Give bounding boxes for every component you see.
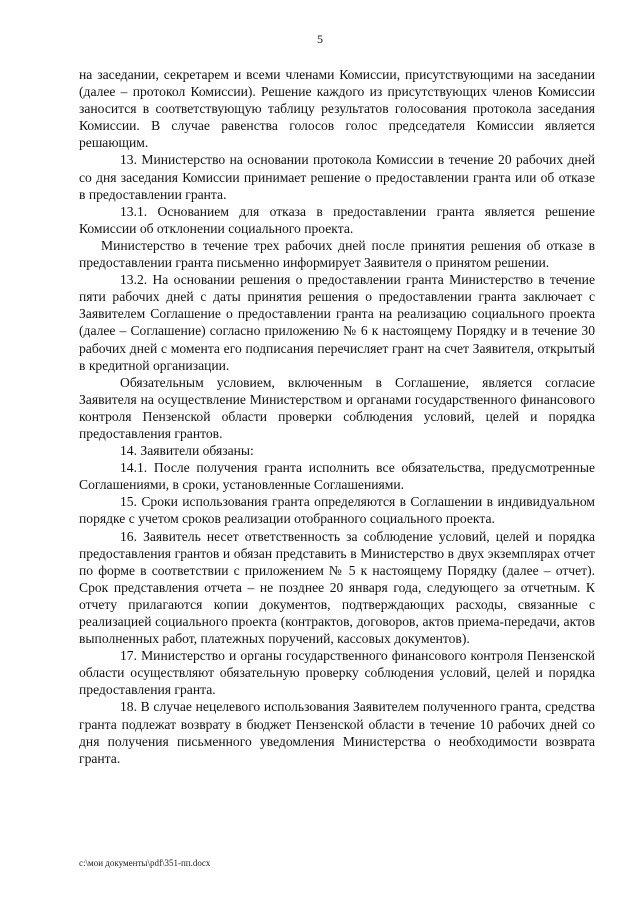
paragraph-5: 13.2. На основании решения о предоставлении гранта Министерство в течение пяти рабочих дней с даты принятия решения о предоставлении гранта заключает с Заявителем Соглашение о предоставлении гранта на реализацию социального проекта (далее – Соглашение) согласно приложению № 6 к настоящему Порядку и в течение 30 рабочих дней с момента его подписания перечисляет грант на счет Заявителя, открытый в кредитной организации. bbox=[79, 272, 595, 373]
paragraph-10: 16. Заявитель несет ответственность за соблюдение условий, целей и порядка предоставления грантов и обязан представить в Министерство в двух экземплярах отчет по форме в соответствии с приложением № 5 к настоящему Порядку (далее – отчет). Срок представления отчета – не позднее 20 января года, следующего за отчетным. К отчету прилагаются копии документов, подтверждающих расходы, связанные с реализацией социального проекта (контрактов, договоров, актов приема-передачи, актов выполненных работ, платежных поручений, кассовых документов). bbox=[79, 528, 595, 647]
paragraph-2: 13. Министерство на основании протокола Комиссии в течение 20 рабочих дней со дня заседания Комиссии принимает решение о предоставлении гранта или об отказе в предоставлении гранта. bbox=[79, 152, 595, 202]
footer-file-path: c:\мои документы\pdf\351-пп.docx bbox=[79, 858, 211, 868]
paragraph-1: на заседании, секретарем и всеми членами Комиссии, присутствующими на заседании (далее – протокол Комиссии). Решение каждого из присутствующих членов Комиссии заносится в соответствующую таблицу результатов голосования протокола заседания Комиссии. В случае равенства голосов голос председателя Комиссии является решающим. bbox=[79, 67, 595, 151]
document-body bbox=[79, 66, 595, 767]
paragraph-11: 17. Министерство и органы государственного финансового контроля Пензенской области осуществляют обязательную проверку соблюдения условий, целей и порядка предоставления гранта. bbox=[79, 648, 595, 698]
paragraph-8: 14.1. После получения гранта исполнить все обязательства, предусмотренные Соглашениями, в сроки, установленные Соглашениями. bbox=[79, 460, 595, 493]
paragraph-9: 15. Сроки использования гранта определяются в Соглашении в индивидуальном порядке с учетом сроков реализации отобранного социального проекта. bbox=[79, 494, 595, 527]
paragraph-6: Обязательным условием, включенным в Соглашение, является согласие Заявителя на осуществление Министерством и органами государственного финансового контроля Пензенской области проверки соблюдения условий, целей и порядка предоставления грантов. bbox=[79, 374, 595, 441]
paragraph-7: 14. Заявители обязаны: bbox=[120, 443, 254, 459]
paragraph-4: Министерство в течение трех рабочих дней после принятия решения об отказе в предоставлении гранта письменно информирует Заявителя о принятом решении. bbox=[79, 237, 595, 271]
paragraph-12: 18. В случае нецелевого использования Заявителем полученного гранта, средства гранта подлежат возврату в бюджет Пензенской области в течение 10 рабочих дней со дня получения письменного уведомления Министерства о необходимости возврата гранта. bbox=[79, 699, 595, 766]
paragraph-3: 13.1. Основанием для отказа в предоставлении гранта является решение Комиссии об отклонении социального проекта. bbox=[79, 203, 595, 236]
page-number: 5 bbox=[317, 32, 323, 46]
